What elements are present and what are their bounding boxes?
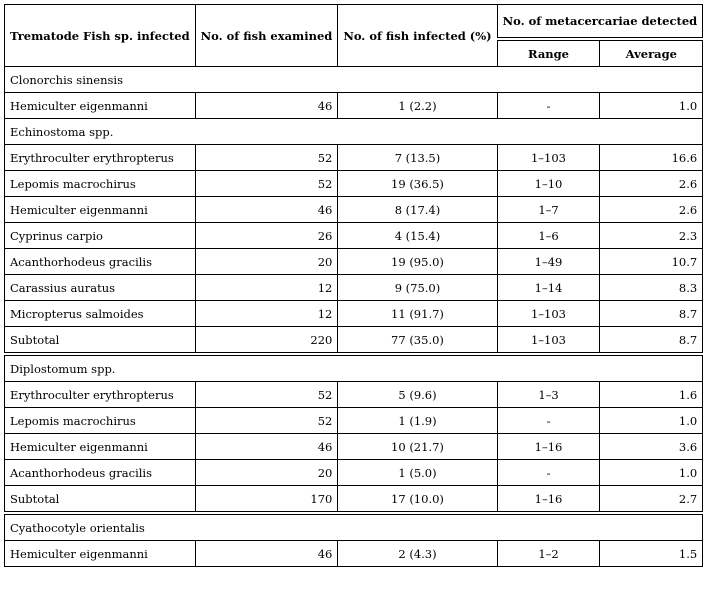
average-cell: 3.6 xyxy=(600,434,703,460)
average-cell: 1.0 xyxy=(600,93,703,119)
fish-infected-cell: 2 (4.3) xyxy=(338,541,497,567)
table-row xyxy=(5,301,703,327)
table-row xyxy=(5,275,703,301)
fish-examined-cell: 52 xyxy=(195,145,338,171)
fish-examined-cell: 20 xyxy=(195,249,338,275)
range-cell: 1–103 xyxy=(497,145,600,171)
fish-species-cell: Erythroculter erythropterus xyxy=(5,145,196,171)
fish-infected-cell: 17 (10.0) xyxy=(338,486,497,514)
trematode-name: Diplostomum spp. xyxy=(5,354,703,382)
range-cell: - xyxy=(497,93,600,119)
average-cell: 1.0 xyxy=(600,460,703,486)
fish-infected-cell: 77 (35.0) xyxy=(338,327,497,355)
header-range: Range xyxy=(497,39,600,67)
fish-examined-cell: 46 xyxy=(195,541,338,567)
fish-examined-cell: 46 xyxy=(195,197,338,223)
fish-examined-cell: 20 xyxy=(195,460,338,486)
metacercariae-table xyxy=(4,4,703,567)
fish-species-cell: Hemiculter eigenmanni xyxy=(5,434,196,460)
average-cell: 16.6 xyxy=(600,145,703,171)
fish-infected-cell: 7 (13.5) xyxy=(338,145,497,171)
fish-examined-cell: 46 xyxy=(195,93,338,119)
fish-infected-cell: 9 (75.0) xyxy=(338,275,497,301)
fish-species-cell: Subtotal xyxy=(5,327,196,355)
fish-infected-cell: 4 (15.4) xyxy=(338,223,497,249)
fish-species-cell: Hemiculter eigenmanni xyxy=(5,541,196,567)
table-row xyxy=(5,93,703,119)
range-cell: - xyxy=(497,408,600,434)
fish-examined-cell: 46 xyxy=(195,434,338,460)
range-cell: 1–14 xyxy=(497,275,600,301)
fish-species-cell: Cyprinus carpio xyxy=(5,223,196,249)
section-header-row xyxy=(5,354,703,382)
average-cell: 8.7 xyxy=(600,301,703,327)
table-row xyxy=(5,145,703,171)
average-cell: 1.0 xyxy=(600,408,703,434)
table-row xyxy=(5,460,703,486)
fish-examined-cell: 12 xyxy=(195,301,338,327)
fish-infected-cell: 10 (21.7) xyxy=(338,434,497,460)
section-header-row xyxy=(5,119,703,145)
table-row xyxy=(5,249,703,275)
header-trematode-fish: Trematode Fish sp. infected xyxy=(5,5,196,67)
table-row xyxy=(5,171,703,197)
section-header-row xyxy=(5,67,703,93)
range-cell: 1–10 xyxy=(497,171,600,197)
fish-species-cell: Micropterus salmoides xyxy=(5,301,196,327)
header-average: Average xyxy=(600,39,703,67)
average-cell: 1.6 xyxy=(600,382,703,408)
fish-infected-cell: 11 (91.7) xyxy=(338,301,497,327)
range-cell: 1–49 xyxy=(497,249,600,275)
range-cell: 1–6 xyxy=(497,223,600,249)
range-cell: 1–7 xyxy=(497,197,600,223)
fish-examined-cell: 12 xyxy=(195,275,338,301)
fish-examined-cell: 220 xyxy=(195,327,338,355)
table-row xyxy=(5,541,703,567)
trematode-name: Clonorchis sinensis xyxy=(5,67,703,93)
trematode-name: Echinostoma spp. xyxy=(5,119,703,145)
fish-species-cell: Lepomis macrochirus xyxy=(5,408,196,434)
fish-infected-cell: 5 (9.6) xyxy=(338,382,497,408)
trematode-name: Cyathocotyle orientalis xyxy=(5,513,703,541)
header-metacercariae-detected: No. of metacercariae detected xyxy=(497,5,703,40)
fish-species-cell: Acanthorhodeus gracilis xyxy=(5,249,196,275)
fish-infected-cell: 8 (17.4) xyxy=(338,197,497,223)
fish-infected-cell: 19 (95.0) xyxy=(338,249,497,275)
fish-examined-cell: 170 xyxy=(195,486,338,514)
table-row xyxy=(5,197,703,223)
table-row xyxy=(5,434,703,460)
average-cell: 2.6 xyxy=(600,171,703,197)
fish-species-cell: Acanthorhodeus gracilis xyxy=(5,460,196,486)
header-row xyxy=(5,5,703,40)
fish-species-cell: Carassius auratus xyxy=(5,275,196,301)
range-cell: 1–103 xyxy=(497,301,600,327)
range-cell: 1–16 xyxy=(497,486,600,514)
range-cell: - xyxy=(497,460,600,486)
average-cell: 8.3 xyxy=(600,275,703,301)
data-table-container xyxy=(4,4,703,567)
table-row xyxy=(5,382,703,408)
table-row xyxy=(5,408,703,434)
subtotal-row xyxy=(5,327,703,355)
range-cell: 1–16 xyxy=(497,434,600,460)
fish-infected-cell: 1 (1.9) xyxy=(338,408,497,434)
average-cell: 1.5 xyxy=(600,541,703,567)
fish-species-cell: Lepomis macrochirus xyxy=(5,171,196,197)
range-cell: 1–3 xyxy=(497,382,600,408)
fish-examined-cell: 52 xyxy=(195,408,338,434)
range-cell: 1–2 xyxy=(497,541,600,567)
subtotal-row xyxy=(5,486,703,514)
fish-species-cell: Subtotal xyxy=(5,486,196,514)
fish-infected-cell: 1 (2.2) xyxy=(338,93,497,119)
average-cell: 2.3 xyxy=(600,223,703,249)
fish-species-cell: Erythroculter erythropterus xyxy=(5,382,196,408)
range-cell: 1–103 xyxy=(497,327,600,355)
table-row xyxy=(5,223,703,249)
fish-examined-cell: 26 xyxy=(195,223,338,249)
average-cell: 8.7 xyxy=(600,327,703,355)
header-fish-examined: No. of fish examined xyxy=(195,5,338,67)
fish-examined-cell: 52 xyxy=(195,171,338,197)
fish-infected-cell: 1 (5.0) xyxy=(338,460,497,486)
fish-species-cell: Hemiculter eigenmanni xyxy=(5,93,196,119)
average-cell: 2.6 xyxy=(600,197,703,223)
fish-species-cell: Hemiculter eigenmanni xyxy=(5,197,196,223)
table-body xyxy=(5,67,703,567)
fish-infected-cell: 19 (36.5) xyxy=(338,171,497,197)
header-fish-infected: No. of fish infected (%) xyxy=(338,5,497,67)
average-cell: 10.7 xyxy=(600,249,703,275)
section-header-row xyxy=(5,513,703,541)
average-cell: 2.7 xyxy=(600,486,703,514)
fish-examined-cell: 52 xyxy=(195,382,338,408)
